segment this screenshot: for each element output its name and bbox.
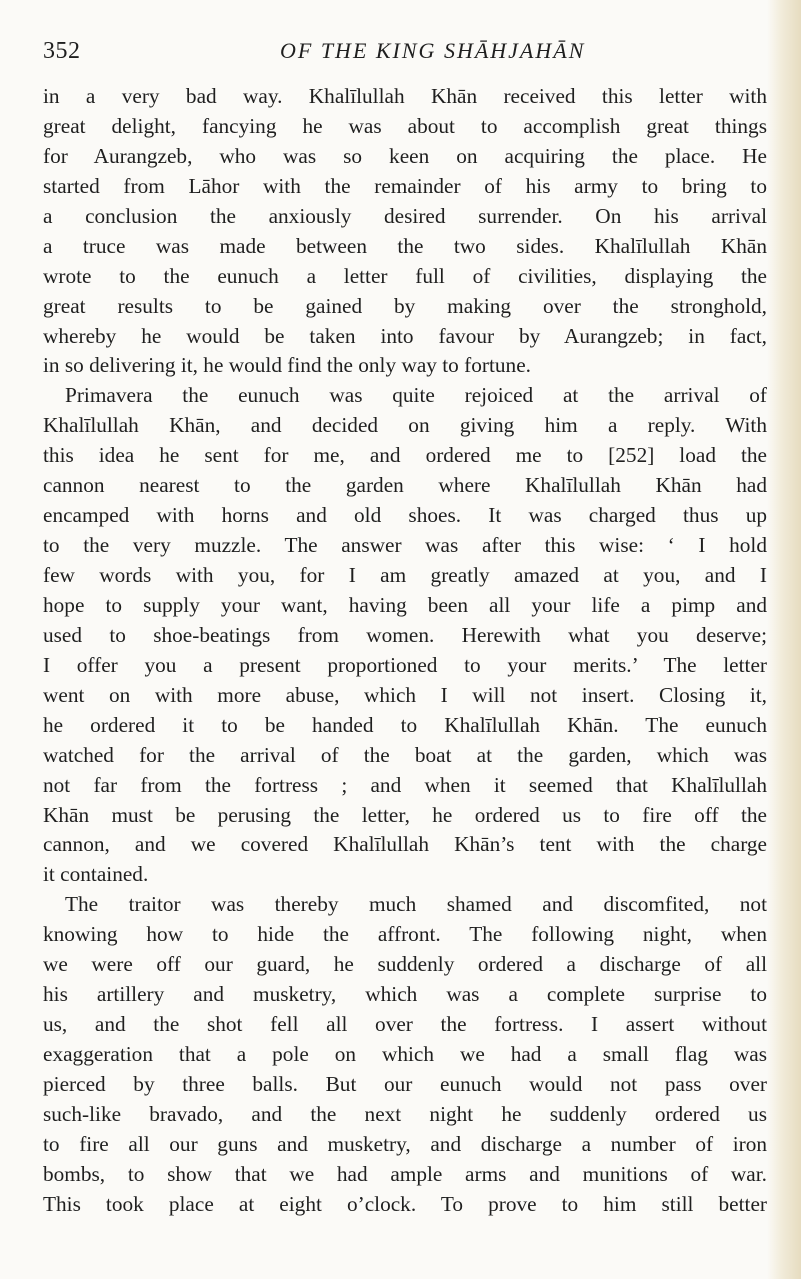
text-line: wrote to the eunuch a letter full of civilities, displaying the xyxy=(43,263,767,288)
text-line: exaggeration that a pole on which we had a small flag was xyxy=(43,1042,767,1066)
text-line: not far from the fortress ; and when it seemed that Khalīlullah xyxy=(43,772,767,797)
text-line: a conclusion the anxiously desired surrender. On his arrival xyxy=(43,203,767,228)
text-line: went on with more abuse, which I will not insert. Closing it, xyxy=(43,682,767,707)
text-line: whereby he would be taken into favour by Aurangzeb; in fact, xyxy=(43,323,767,348)
page-edge-shadow xyxy=(767,0,801,1279)
text-line: great delight, fancying he was about to accomplish great things xyxy=(43,113,767,138)
body-text xyxy=(43,82,767,1220)
text-line: cannon nearest to the garden where Khalīlullah Khān had xyxy=(43,473,767,498)
text-line: hope to supply your want, having been all your life a pimp and xyxy=(43,592,767,617)
text-line: The traitor was thereby much shamed and discomfited, not xyxy=(65,892,767,917)
text-line: we were off our guard, he suddenly ordered a discharge of all xyxy=(43,952,767,977)
text-line: started from Lāhor with the remainder of his army to bring to xyxy=(43,173,767,198)
text-line: Primavera the eunuch was quite rejoiced at the arrival of xyxy=(65,383,767,408)
text-line: Khalīlullah Khān, and decided on giving him a reply. With xyxy=(43,413,767,438)
text-line: a truce was made between the two sides. Khalīlullah Khān xyxy=(43,233,767,258)
text-line: used to shoe-beatings from women. Herewith what you deserve; xyxy=(43,622,767,647)
text-line: I offer you a present proportioned to your merits.’ The letter xyxy=(43,652,767,677)
text-line: bombs, to show that we had ample arms and munitions of war. xyxy=(43,1161,767,1186)
text-line: encamped with horns and old shoes. It was charged thus up xyxy=(43,503,767,528)
text-line: this idea he sent for me, and ordered me to [252] load the xyxy=(43,443,767,468)
text-line: cannon, and we covered Khalīlullah Khān’s tent with the charge xyxy=(43,832,767,857)
text-line: to fire all our guns and musketry, and discharge a number of iron xyxy=(43,1131,767,1156)
page-number: 352 xyxy=(43,38,81,64)
text-line: few words with you, for I am greatly amazed at you, and I xyxy=(43,563,767,587)
text-line: watched for the arrival of the boat at the garden, which was xyxy=(43,742,767,767)
text-line: us, and the shot fell all over the fortress. I assert without xyxy=(43,1012,767,1037)
text-line: he ordered it to be handed to Khalīlullah Khān. The eunuch xyxy=(43,712,767,737)
text-line: his artillery and musketry, which was a complete surprise to xyxy=(43,982,767,1007)
text-line: to the very muzzle. The answer was after this wise: ‘ I hold xyxy=(43,533,767,558)
text-line: in so delivering it, he would find the only way to fortune. xyxy=(43,353,531,378)
text-line: for Aurangzeb, who was so keen on acquiring the place. He xyxy=(43,143,767,168)
text-line: knowing how to hide the affront. The following night, when xyxy=(43,922,767,947)
running-title: OF THE KING SHĀHJAHĀN xyxy=(280,38,586,63)
text-line: great results to be gained by making over the stronghold, xyxy=(43,293,767,318)
text-line: it contained. xyxy=(43,862,149,887)
text-line: such-like bravado, and the next night he suddenly ordered us xyxy=(43,1101,767,1126)
text-line: Khān must be perusing the letter, he ordered us to fire off the xyxy=(43,802,767,827)
text-line: pierced by three balls. But our eunuch would not pass over xyxy=(43,1071,767,1096)
text-line: in a very bad way. Khalīlullah Khān received this letter with xyxy=(43,84,767,108)
text-line: This took place at eight o’clock. To prove to him still better xyxy=(43,1191,767,1216)
